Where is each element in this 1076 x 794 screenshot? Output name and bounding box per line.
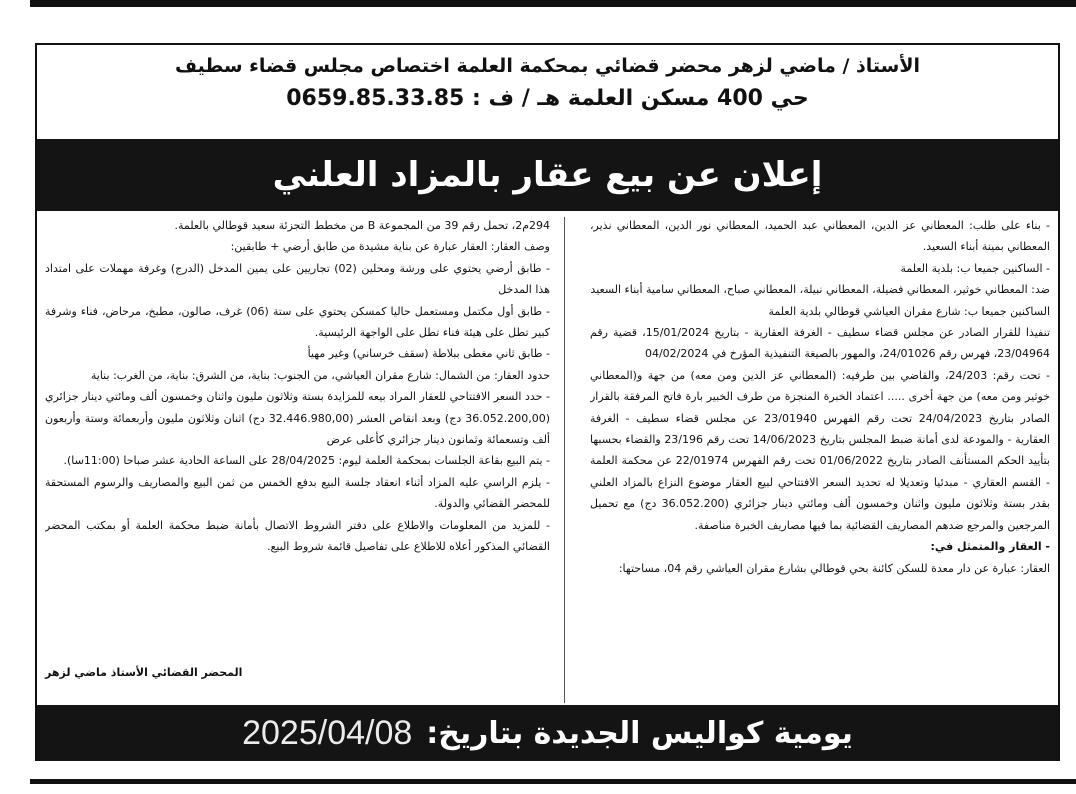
paragraph: - طابق ثاني مغطى ببلاطة (سقف خرساني) وغير مهيأ (307, 347, 550, 361)
bottom-rule (30, 779, 1076, 784)
paragraph: - طابق أرضي يحتوي على ورشة ومحلين (02) تجاريين على يمين المدخل (الدرج) وغرفة مهملات على امتداد هذا المدخل (45, 261, 550, 297)
paragraph: - للمزيد من المعلومات والاطلاع على دفتر الشروط الاتصال بأمانة ضبط محكمة العلمة أو بمكتب المحضر القضائي المذكور أعلاه للاطلاع على تفاصيل قائمة شروط البيع. (45, 518, 550, 554)
paragraph: الساكنين جميعا ب: شارع مقران العياشي قوطالي بلدية العلمة (768, 304, 1050, 318)
bailiff-address-phone: حي 400 مسكن العلمة هـ / ف : 0659.85.33.85 (286, 86, 809, 111)
bailiff-header-line: الأستاذ / ماضي لزهر محضر قضائي بمحكمة العلمة اختصاص مجلس قضاء سطيف (174, 55, 921, 77)
paragraph: - تحت رقم: 24/203، والقاضي بين طرفيه: (المعطاني عز الدين ومن معه) من جهة و(المعطاني خوثير ومن معه) من جهة أخرى ..... اعتماد الخبرة المنجزة من طرف الخبير بارة فاتح المرفقة بالقرار الصادر بتاريخ 24/04/2023 تحت رقم الفهرس 23/01940 عن مجلس قضاء سطيف - الغرفة العقارية - والمودعة لدى أمانة ضبط المجلس بتاريخ 14/06/2023 تحت رقم 23/196 والقضاء بحسبها بتأييد الحكم المستأنف الصادر بتاريخ 01/06/2022 تحت رقم الفهرس 22/01974 عن محكمة العلمة - القسم العقاري - مبدئيا وتعديلا له تحديد السعر الافتتاحي لبيع العقار موضوع النزاع بالمزاد العلني بقدر بستة وثلاثون مليون واثنان وخمسون ألف ومائتي دينار جزائري (36.052.200 دج) مع تحميل المرجعين والمرجع ضدهم المصاريف القضائية بما فيها مصاريف الخبرة مناصفة. (590, 368, 1050, 532)
paragraph: - الساكنين جميعا ب: بلدية العلمة (900, 261, 1050, 275)
footer-band (37, 705, 1058, 761)
paragraph: تنفيذا للقرار الصادر عن مجلس قضاء سطيف - الغرفة العقارية - بتاريخ 15/01/2024، قضية رقم 23/04964، فهرس رقم 24/01026، والمهور بالصيغة التنفيذية المؤرخ في 04/02/2024 (590, 326, 1050, 361)
paragraph: - يلزم الراسي عليه المزاد أثناء انعقاد جلسة البيع بدفع الخمس من ثمن البيع والمصاريف والرسوم المستحقة للمحضر القضائي والدولة. (45, 475, 550, 511)
paragraph: - طابق أول مكتمل ومستعمل حاليا كمسكن يحتوي على ستة (06) غرف، صالون، مطبخ، مرحاض، فناء وشرفة كبير تطل على هيئة فناء تطل على الواجهة الرئيسية. (45, 304, 550, 340)
paragraph: وصف العقار: العقار عبارة عن بناية مشيدة من طابق أرضي + طابقين: (230, 240, 550, 254)
announcement-frame (35, 43, 1060, 761)
bailiff-signature: المحضر القضائي الأستاذ ماضي لزهر (45, 666, 243, 679)
left-column (45, 215, 550, 705)
newspaper-date-label: يومية كواليس الجديدة بتاريخ: (426, 715, 853, 751)
paragraph: حدود العقار: من الشمال: شارع مقران العياشي، من الجنوب: بناية، من الشرق: بناية، من الغرب: بناية (90, 368, 550, 382)
paragraph: - يتم البيع بقاعة الجلسات بمحكمة العلمة ليوم: 28/04/2025 على الساعة الحادية عشر صباحا (11:00سا). (63, 454, 550, 468)
paragraph: العقار: عبارة عن دار معدة للسكن كائنة بحي قوطالي بشارع مقران العياشي رقم 04، مساحتها: (618, 561, 1050, 575)
paragraph: - بناء على طلب: المعطاني عز الدين، المعطاني عبد الحميد، المعطاني نور الدين، المعطاني نذير، المعطاني بمينة أبناء السعيد. (590, 219, 1050, 254)
title-band (37, 139, 1058, 211)
paragraph: 294م2، تحمل رقم 39 من المجموعة B من مخطط التجزئة سعيد قوطالي بالعلمة. (174, 219, 550, 232)
publication-date: 2025/04/08 (242, 713, 413, 752)
top-rule (30, 0, 1076, 7)
paragraph: - العقار والمتمثل في: (930, 540, 1050, 554)
column-divider (564, 217, 565, 703)
right-column (590, 215, 1050, 705)
paragraph: ضد: المعطاني خوثير، المعطاني فضيلة، المعطاني نبيلة، المعطاني صباح، المعطاني سامية أبناء السعيد (590, 283, 1050, 297)
announcement-title: إعلان عن بيع عقار بالمزاد العلني (272, 155, 823, 195)
paragraph: - حدد السعر الافتتاحي للعقار المراد بيعه للمزايدة بستة وثلاثون مليون واثنان وخمسون ألف ومائتي دينار جزائري (36.052.200,00 دج) وبعد انقاص العشر (32.446.980,00 دج) اثنان وثلاثون مليون وأربعمائة وستة وأربعون ألف وتسعمائة وثمانون دينار جزائري كأعلى عرض (45, 390, 550, 447)
